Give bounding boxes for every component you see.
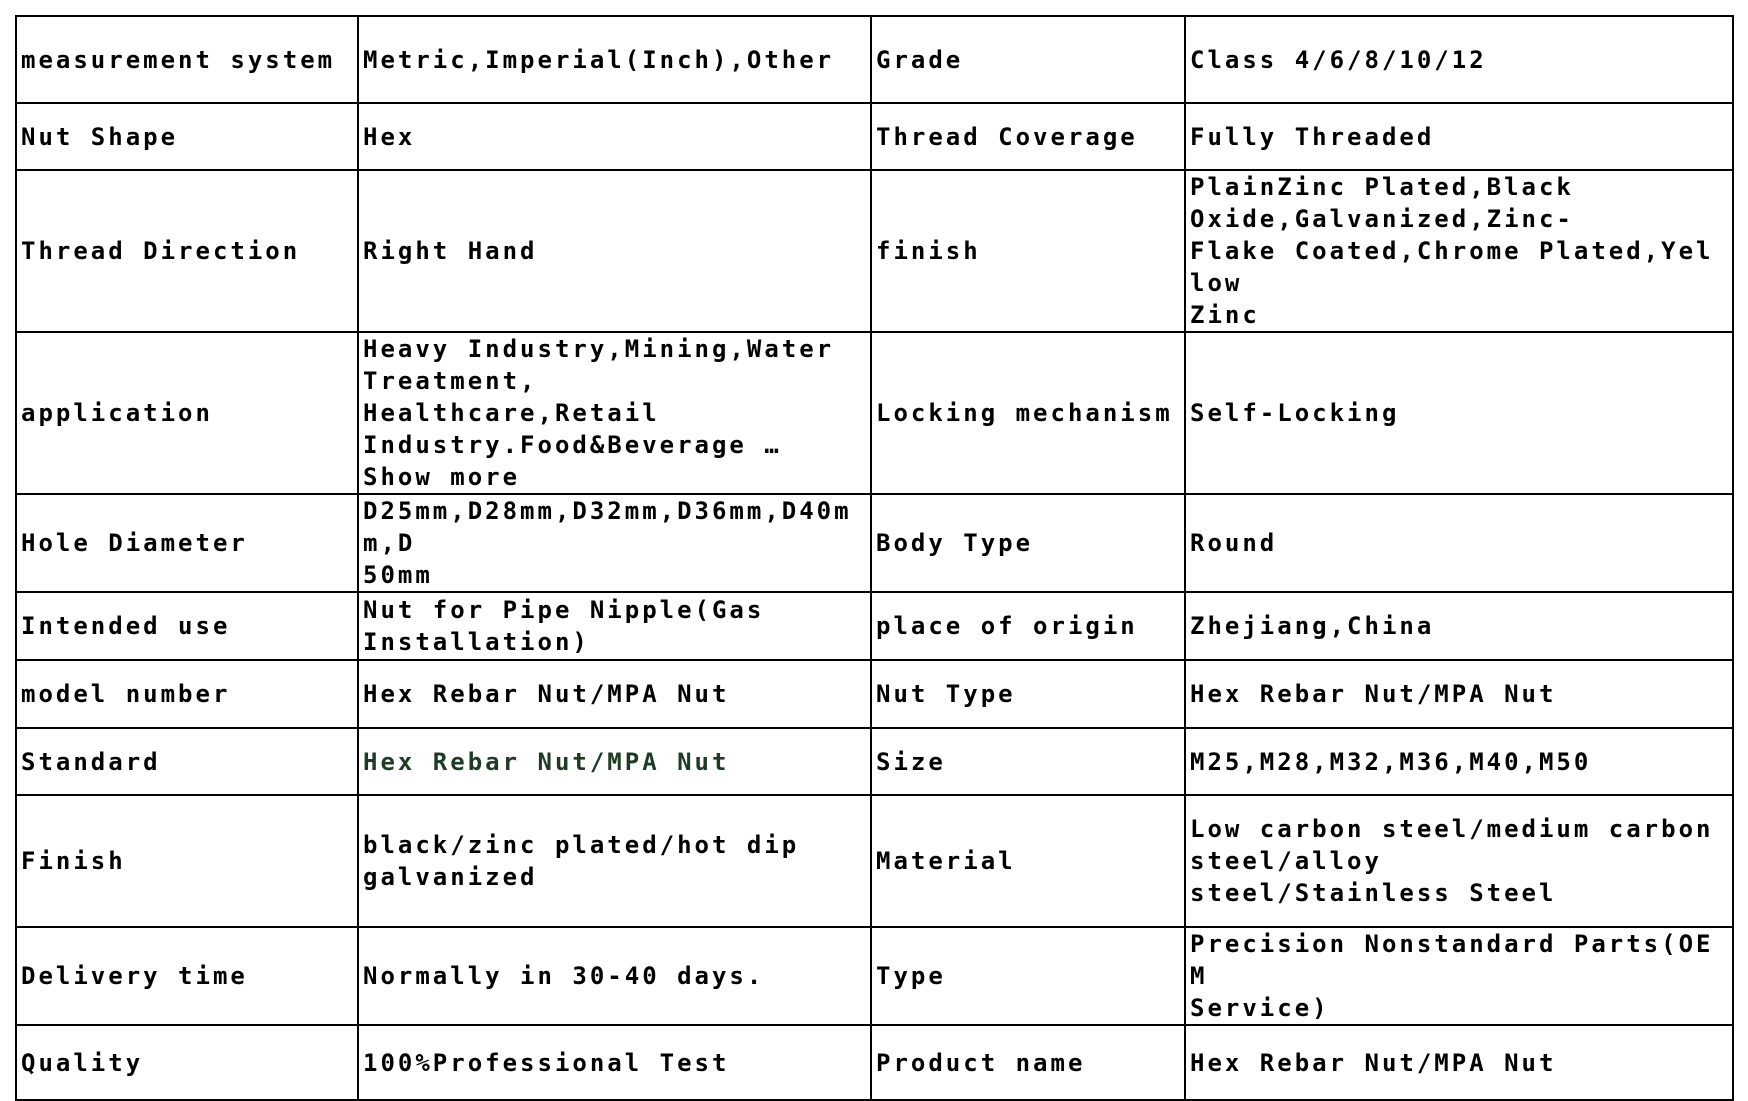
spec-label: Thread Direction [16,170,358,332]
spec-label: Product name [871,1025,1185,1100]
spec-label: finish [871,170,1185,332]
table-row [16,795,1733,927]
spec-label: Grade [871,16,1185,103]
table-row [16,494,1733,592]
spec-label: Quality [16,1025,358,1100]
spec-value: M25,M28,M32,M36,M40,M50 [1185,728,1733,795]
product-spec-table [15,15,1734,1101]
spec-label: Delivery time [16,927,358,1025]
spec-label: Finish [16,795,358,927]
spec-value: Round [1185,494,1733,592]
spec-value: Normally in 30-40 days. [358,927,871,1025]
table-row [16,660,1733,728]
spec-value: Hex Rebar Nut/MPA Nut [1185,660,1733,728]
spec-value: black/zinc plated/hot dip galvanized [358,795,871,927]
spec-value: Hex [358,103,871,170]
spec-label: place of origin [871,592,1185,660]
spec-value: Hex Rebar Nut/MPA Nut [358,728,871,795]
spec-label: Locking mechanism [871,332,1185,494]
spec-label: model number [16,660,358,728]
spec-value: Heavy Industry,Mining,Water Treatment, Healthcare,Retail Industry.Food&Beverage … Show more [358,332,871,494]
spec-value: Hex Rebar Nut/MPA Nut [1185,1025,1733,1100]
spec-value: Low carbon steel/medium carbon steel/alloy steel/Stainless Steel [1185,795,1733,927]
table-row [16,332,1733,494]
spec-label: Nut Shape [16,103,358,170]
spec-value: Nut for Pipe Nipple(Gas Installation) [358,592,871,660]
spec-label: measurement system [16,16,358,103]
table-row [16,103,1733,170]
spec-label: Type [871,927,1185,1025]
spec-value: Hex Rebar Nut/MPA Nut [358,660,871,728]
spec-value: Class 4/6/8/10/12 [1185,16,1733,103]
spec-value: 100%Professional Test [358,1025,871,1100]
table-row [16,16,1733,103]
spec-label: Body Type [871,494,1185,592]
spec-label: Intended use [16,592,358,660]
spec-label: application [16,332,358,494]
table-row [16,592,1733,660]
spec-label: Thread Coverage [871,103,1185,170]
spec-value: Zhejiang,China [1185,592,1733,660]
spec-label: Size [871,728,1185,795]
spec-value: Self-Locking [1185,332,1733,494]
table-row [16,927,1733,1025]
spec-value: Precision Nonstandard Parts(OEM Service) [1185,927,1733,1025]
spec-value: Metric,Imperial(Inch),Other [358,16,871,103]
spec-label: Standard [16,728,358,795]
table-row [16,728,1733,795]
spec-label: Nut Type [871,660,1185,728]
spec-value: PlainZinc Plated,Black Oxide,Galvanized,Zinc- Flake Coated,Chrome Plated,Yellow Zinc [1185,170,1733,332]
spec-value: Right Hand [358,170,871,332]
spec-value: D25mm,D28mm,D32mm,D36mm,D40mm,D 50mm [358,494,871,592]
spec-label: Material [871,795,1185,927]
table-row [16,170,1733,332]
spec-value: Fully Threaded [1185,103,1733,170]
spec-label: Hole Diameter [16,494,358,592]
table-row [16,1025,1733,1100]
